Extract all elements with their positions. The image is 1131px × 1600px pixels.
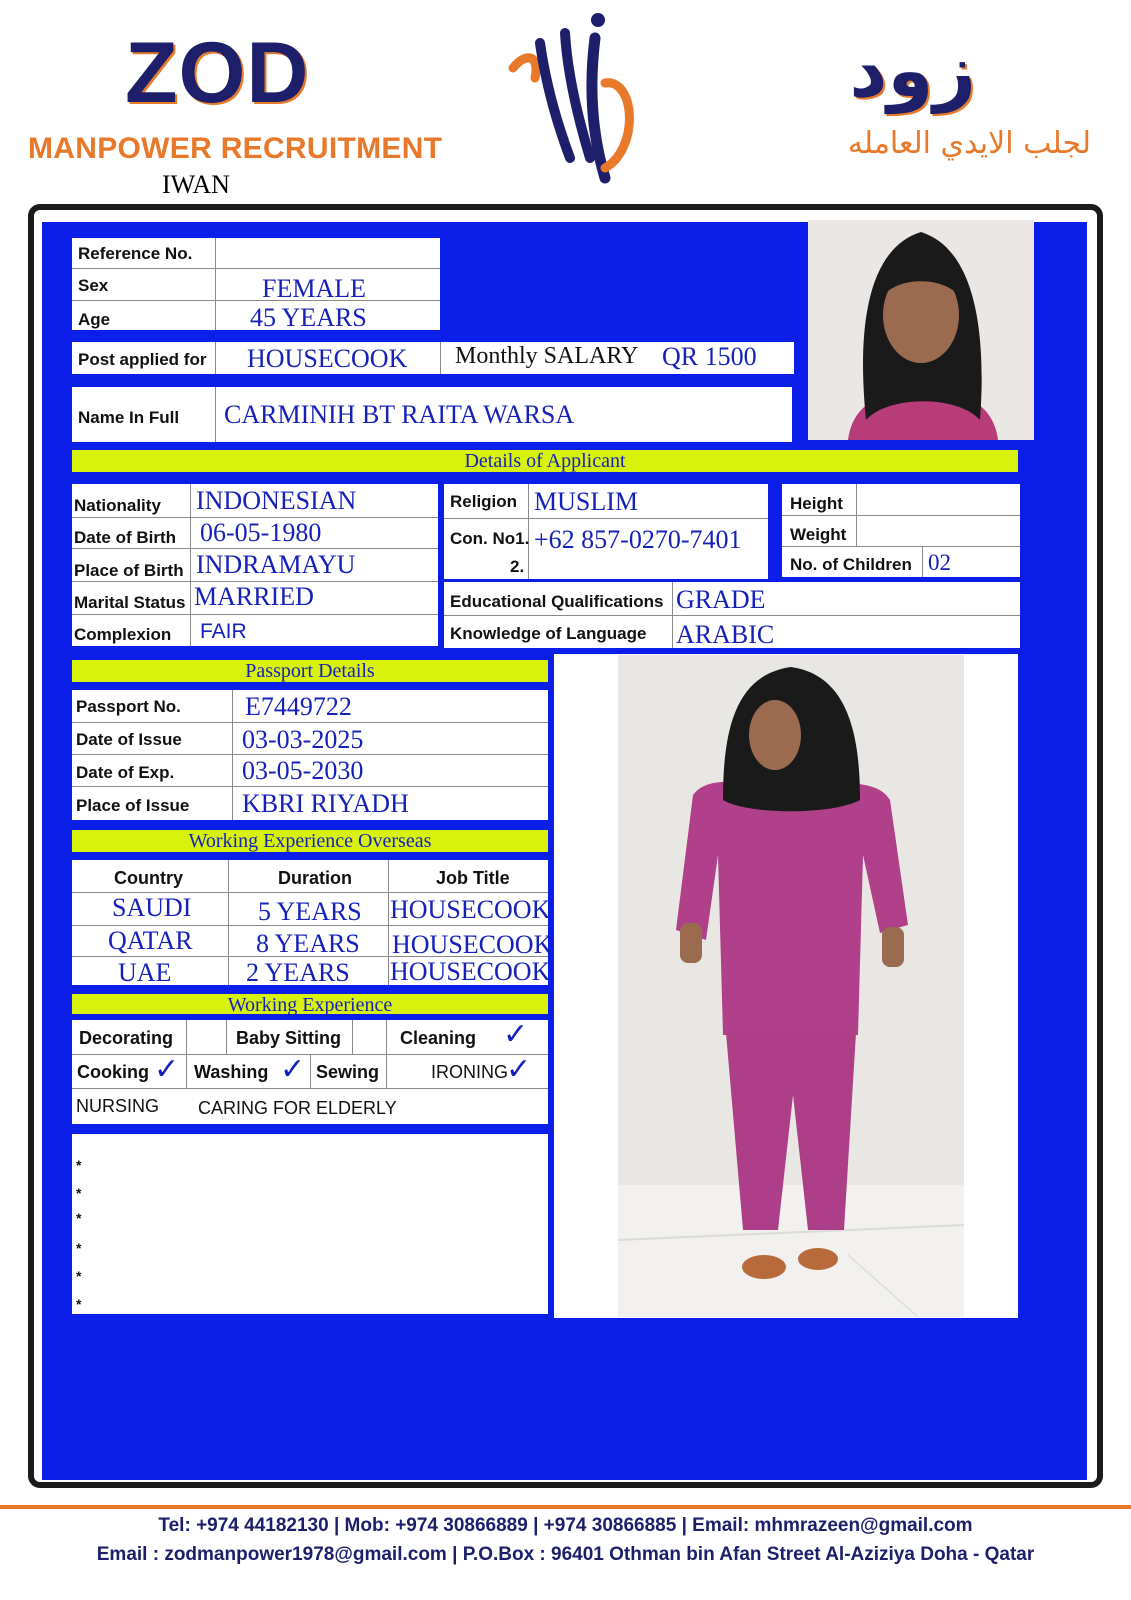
overseas-header-job: Job Title	[436, 868, 510, 888]
contact2-label: 2.	[510, 557, 525, 576]
note-bullet: *	[76, 1268, 82, 1284]
education-value: GRADE	[676, 585, 766, 614]
skill-caring-elderly: CARING FOR ELDERLY	[198, 1098, 397, 1118]
skill-baby-sitting: Baby Sitting	[236, 1028, 342, 1048]
overseas-header-duration: Duration	[278, 868, 352, 888]
skill-decorating: Decorating	[79, 1028, 174, 1048]
brand-subtitle-arabic: لجلب الايدي العامله	[847, 126, 1091, 161]
note-bullet: *	[76, 1296, 82, 1312]
overseas-row-country: SAUDI	[112, 893, 192, 922]
applicant-headshot-photo	[808, 220, 1034, 440]
note-bullet: *	[76, 1157, 82, 1173]
cooking-check-icon: ✓	[154, 1052, 180, 1087]
passport-exp-label: Date of Exp.	[76, 763, 175, 782]
overseas-row-duration: 2 YEARS	[246, 958, 350, 987]
passport-place-value: KBRI RIYADH	[242, 789, 409, 818]
passport-exp-value: 03-05-2030	[242, 756, 364, 785]
nationality-value: INDONESIAN	[196, 486, 357, 515]
details-section-title: Details of Applicant	[72, 450, 1018, 472]
language-label: Knowledge of Language	[450, 624, 647, 643]
sex-value: FEMALE	[262, 274, 366, 303]
dob-label: Date of Birth	[74, 528, 176, 547]
passport-issue-label: Date of Issue	[76, 730, 182, 749]
overseas-row-job: HOUSECOOK	[392, 930, 553, 959]
sex-label: Sex	[78, 276, 109, 295]
footer-divider	[0, 1505, 1131, 1509]
reference-label: Reference No.	[78, 244, 193, 263]
salary-label: Monthly SALARY	[455, 343, 639, 369]
footer-address-line: Email : zodmanpower1978@gmail.com | P.O.Box : 96401 Othman bin Afan Street Al-Aziziya Doha - Qatar	[96, 1544, 1035, 1565]
note-bullet: *	[76, 1185, 82, 1201]
passport-number-label: Passport No.	[76, 697, 181, 716]
height-label: Height	[790, 494, 843, 513]
children-value: 02	[928, 550, 951, 575]
children-label: No. of Children	[790, 555, 912, 574]
passport-number-value: E7449722	[245, 692, 352, 721]
passport-issue-value: 03-03-2025	[242, 725, 364, 754]
post-label: Post applied for	[78, 350, 207, 369]
pob-value: INDRAMAYU	[196, 550, 356, 579]
language-value: ARABIC	[676, 620, 775, 649]
overseas-row-duration: 8 YEARS	[256, 929, 360, 958]
complexion-value: FAIR	[200, 620, 247, 643]
note-bullet: *	[76, 1210, 82, 1226]
overseas-row-job: HOUSECOOK	[390, 895, 551, 924]
passport-section-title: Passport Details	[72, 660, 548, 682]
brand-logo-text: ZOD	[125, 25, 310, 121]
pob-label: Place of Birth	[74, 561, 184, 580]
passport-place-label: Place of Issue	[76, 796, 190, 815]
religion-label: Religion	[450, 492, 518, 511]
experience-section-title: Working Experience	[72, 994, 548, 1014]
applicant-full-body-photo	[618, 655, 964, 1317]
brand-subtitle: MANPOWER RECRUITMENT	[28, 132, 443, 165]
overseas-row-country: QATAR	[108, 926, 193, 955]
salary-value: QR 1500	[662, 342, 757, 371]
contact1-label: Con. No1.	[450, 529, 530, 548]
overseas-row-country: UAE	[118, 958, 172, 987]
name-label: Name In Full	[78, 408, 180, 427]
nationality-label: Nationality	[74, 496, 161, 515]
skill-sewing: Sewing	[316, 1062, 380, 1082]
age-value: 45 YEARS	[250, 303, 367, 332]
skill-ironing: IRONING	[431, 1062, 509, 1082]
education-label: Educational Qualifications	[450, 592, 664, 611]
overseas-row-job: HOUSECOOK	[390, 957, 551, 986]
skill-cooking: Cooking	[77, 1062, 149, 1082]
notes-box	[72, 1134, 548, 1314]
skill-cleaning: Cleaning	[400, 1028, 477, 1048]
brand-emblem-icon	[505, 8, 685, 193]
name-value: CARMINIH BT RAITA WARSA	[224, 400, 575, 429]
cleaning-check-icon: ✓	[503, 1017, 529, 1052]
dob-value: 06-05-1980	[200, 518, 322, 547]
ironing-check-icon: ✓	[506, 1052, 532, 1087]
marital-label: Marital Status	[74, 593, 186, 612]
complexion-label: Complexion	[74, 625, 172, 644]
weight-label: Weight	[790, 525, 847, 544]
washing-check-icon: ✓	[280, 1052, 306, 1087]
marital-value: MARRIED	[194, 582, 314, 611]
overseas-row-duration: 5 YEARS	[258, 897, 362, 926]
religion-value: MUSLIM	[534, 487, 639, 516]
contact1-value: +62 857-0270-7401	[534, 525, 742, 554]
footer-contact-line: Tel: +974 44182130 | Mob: +974 30866889 | +974 30866885 | Email: mhmrazeen@gmail.com	[158, 1515, 973, 1536]
post-value: HOUSECOOK	[247, 344, 408, 373]
skill-washing: Washing	[194, 1062, 269, 1082]
overseas-header-country: Country	[114, 868, 183, 888]
brand-logo-arabic: زود	[849, 28, 976, 114]
overseas-section-title: Working Experience Overseas	[72, 830, 548, 852]
skill-nursing: NURSING	[76, 1096, 160, 1116]
branch-name: IWAN	[162, 170, 230, 199]
age-label: Age	[78, 310, 111, 329]
note-bullet: *	[76, 1240, 82, 1256]
